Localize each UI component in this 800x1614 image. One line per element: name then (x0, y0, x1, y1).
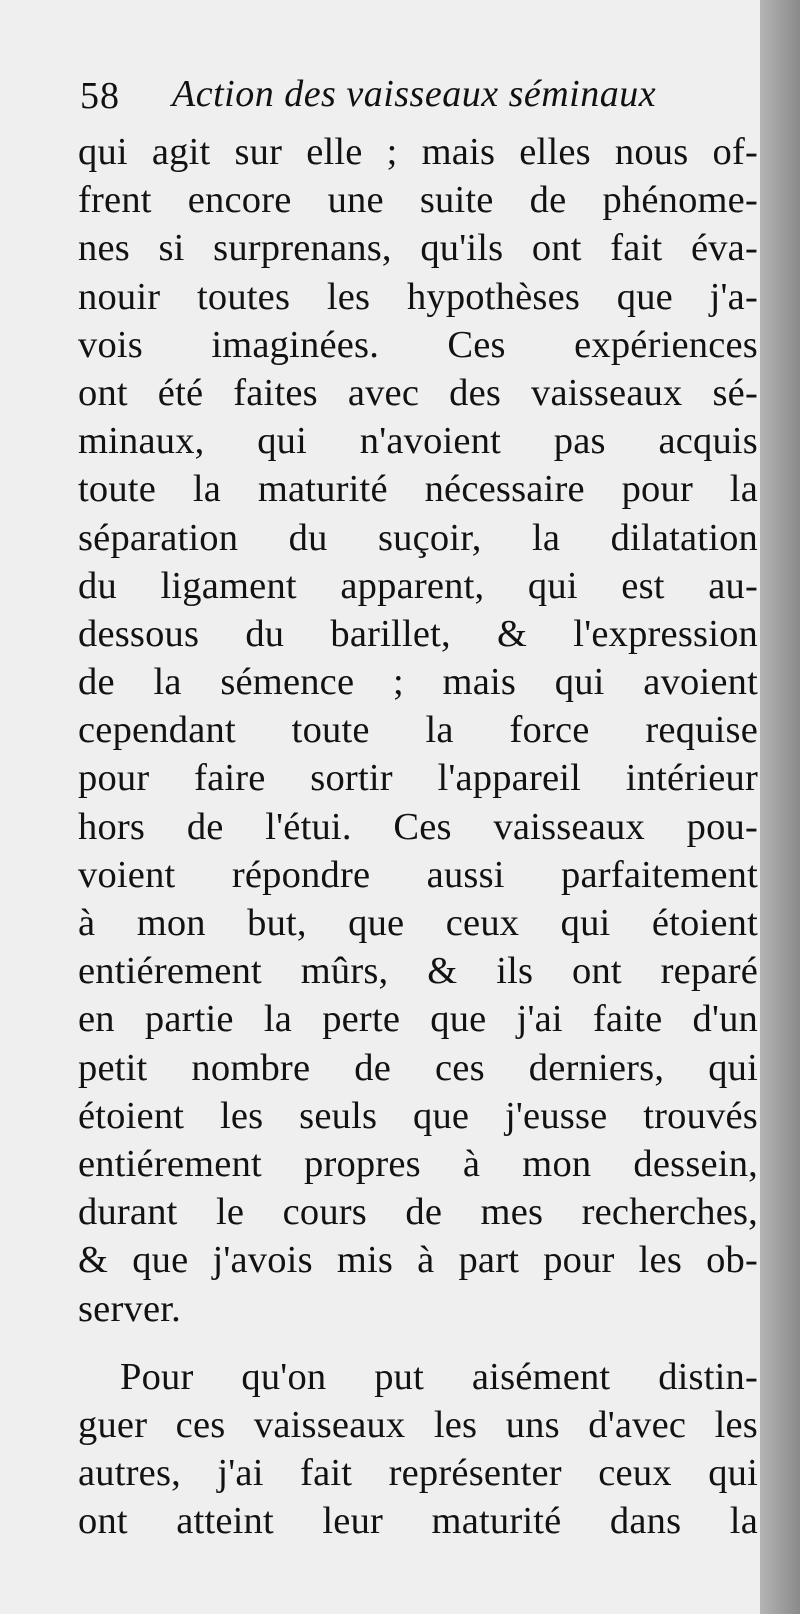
text-line: durant le cours de mes recherches, (78, 1191, 758, 1234)
text-line: de la sémence ; mais qui avoient (78, 661, 758, 704)
body-text (78, 128, 758, 1545)
page-header (80, 70, 720, 118)
text-line: ont atteint leur maturité dans la (78, 1500, 758, 1543)
text-line: & que j'avois mis à part pour les ob- (78, 1239, 758, 1282)
text-line: séparation du suçoir, la dilatation (78, 516, 758, 559)
text-line: voient répondre aussi parfaitement (78, 853, 758, 896)
text-line: guer ces vaisseaux les uns d'avec les (78, 1403, 758, 1446)
text-line: en partie la perte que j'ai faite d'un (78, 998, 758, 1041)
text-line: qui agit sur elle ; mais elles nous of- (78, 131, 758, 173)
paragraph-gap (78, 1333, 758, 1353)
text-line: autres, j'ai fait représenter ceux qui (78, 1452, 758, 1495)
paragraph-1 (78, 128, 758, 1333)
text-line: server. (78, 1287, 181, 1330)
text-line: entiérement mûrs, & ils ont reparé (78, 950, 758, 993)
text-line: frent encore une suite de phénome- (78, 179, 758, 222)
text-line: dessous du barillet, & l'expression (78, 612, 758, 655)
text-line: nouir toutes les hypothèses que j'a- (78, 275, 758, 318)
text-line: étoient les seuls que j'eusse trouvés (78, 1094, 758, 1137)
text-line: vois imaginées. Ces expériences (78, 323, 758, 366)
paragraph-2 (78, 1353, 758, 1546)
text-line: minaux, qui n'avoient pas acquis (78, 420, 758, 463)
text-line: du ligament apparent, qui est au- (78, 564, 758, 607)
text-line: Pour qu'on put aisément distin- (120, 1355, 758, 1398)
text-line: hors de l'étui. Ces vaisseaux pou- (78, 805, 758, 848)
text-line: toute la maturité nécessaire pour la (78, 468, 758, 511)
page-number: 58 (80, 75, 120, 117)
text-line: ont été faites avec des vaisseaux sé- (78, 371, 758, 414)
text-line: entiérement propres à mon dessein, (78, 1142, 758, 1185)
text-line: nes si surprenans, qu'ils ont fait éva- (78, 227, 758, 270)
text-line: pour faire sortir l'appareil intérieur (78, 757, 758, 800)
running-title: Action des vaisseaux séminaux (172, 73, 657, 115)
text-line: cependant toute la force requise (78, 709, 758, 752)
text-line: petit nombre de ces derniers, qui (78, 1046, 758, 1089)
text-line: à mon but, que ceux qui étoient (78, 902, 758, 944)
